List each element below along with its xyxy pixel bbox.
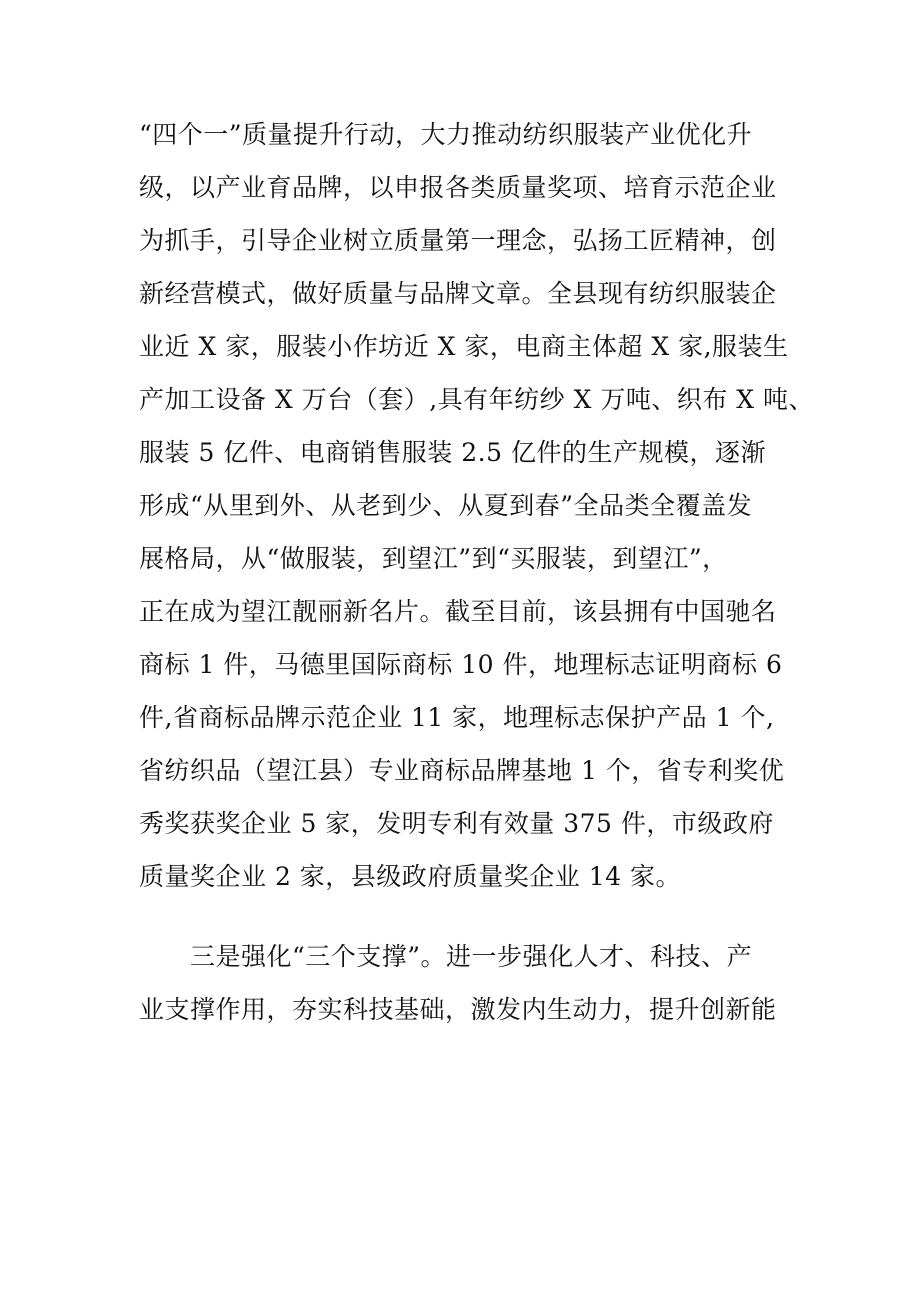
text-line: 服装 5 亿件、电商销售服装 2.5 亿件的生产规模，逐渐	[139, 438, 766, 467]
text-line: 形成“从里到外、从老到少、从夏到春”全品类全覆盖发	[139, 491, 753, 520]
text-line: 为抓手，引导企业树立质量第一理念，弘扬工匠精神，创	[139, 226, 777, 255]
text-line: 级，以产业育品牌，以申报各类质量奖项、培育示范企业	[139, 173, 777, 202]
text-line: 商标 1 件，马德里国际商标 10 件，地理标志证明商标 6	[139, 650, 783, 679]
text-line: 展格局，从“做服装，到望江”到“买服装，到望江”，	[139, 544, 728, 573]
text-line: 省纺织品（望江县）专业商标品牌基地 1 个，省专利奖优	[139, 756, 785, 785]
text-line: 业近 X 家，服装小作坊近 X 家，电商主体超 X 家,服装生	[139, 332, 789, 361]
text-line: 件,省商标品牌示范企业 11 家，地理标志保护产品 1 个,	[139, 703, 775, 732]
text-line: 秀奖获奖企业 5 家，发明专利有效量 375 件，市级政府	[139, 809, 774, 838]
document-body	[139, 108, 815, 1036]
text-line: 产加工设备 X 万台（套）,具有年纺纱 X 万吨、织布 X 吨、	[139, 385, 815, 414]
text-line: “四个一”质量提升行动，大力推动纺织服装产业优化升	[139, 120, 753, 149]
text-line: 新经营模式，做好质量与品牌文章。全县现有纺织服装企	[139, 279, 777, 308]
text-line: 正在成为望江靓丽新名片。截至目前，该县拥有中国驰名	[139, 597, 777, 626]
text-line: 质量奖企业 2 家，县级政府质量奖企业 14 家。	[139, 862, 682, 891]
text-line: 业支撑作用，夯实科技基础，激发内生动力，提升创新能	[139, 995, 777, 1024]
text-line: 三是强化“三个支撑”。进一步强化人才、科技、产	[190, 942, 753, 971]
paragraph-spacing	[139, 903, 799, 930]
paragraph-2	[139, 930, 799, 1036]
paragraph-1	[139, 108, 815, 903]
